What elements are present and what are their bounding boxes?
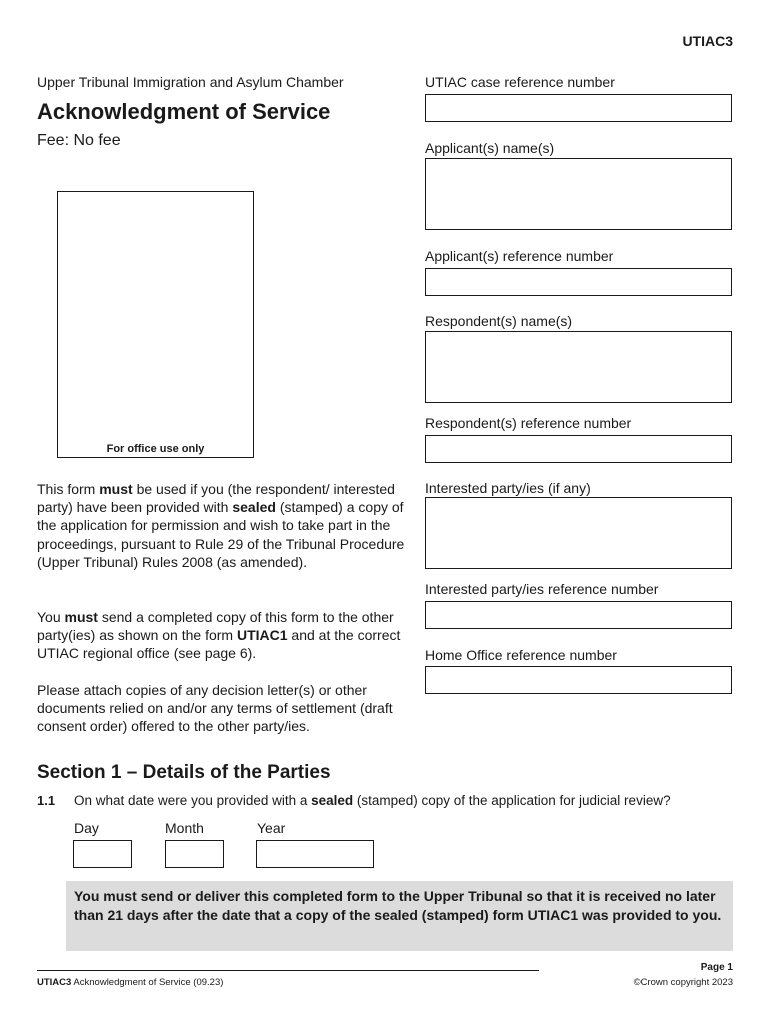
home-office-ref-label: Home Office reference number	[425, 647, 617, 663]
footer-divider	[37, 970, 539, 971]
applicant-name-field[interactable]	[425, 158, 732, 230]
intro-p1-text-e: (stamped) a copy of the application for permission and wish to take part in the proceedings, pursuant to Rule 29 of the Tribunal Procedure (Upper Tribunal) Rules 2008 (as amended).	[37, 499, 405, 570]
section-1-title: Section 1 – Details of the Parties	[37, 762, 331, 783]
day-field[interactable]	[73, 840, 132, 868]
notice-text-c: (stamped) form	[417, 907, 528, 923]
intro-p1-text-a: This form	[37, 481, 100, 497]
respondent-ref-label: Respondent(s) reference number	[425, 415, 632, 431]
respondent-ref-field[interactable]	[425, 435, 732, 463]
intro-paragraph-3: Please attach copies of any decision letter(s) or other documents relied on and/or any terms of settlement (draft consent order) offered to the other party/ies.	[37, 682, 393, 735]
question-text	[74, 793, 671, 808]
intro-paragraph-2	[37, 608, 412, 663]
question-sealed: sealed	[311, 793, 354, 808]
interested-party-ref-field[interactable]	[425, 601, 732, 629]
footer-form-code: UTIAC3	[37, 977, 72, 988]
month-field[interactable]	[165, 840, 224, 868]
notice-form-code: UTIAC1	[527, 907, 579, 923]
interested-party-ref-label: Interested party/ies reference number	[425, 581, 659, 597]
applicant-ref-field[interactable]	[425, 268, 732, 296]
intro-p1-sealed: sealed	[232, 499, 276, 516]
form-code: UTIAC3	[682, 33, 733, 49]
copyright-text: ©Crown copyright 2023	[633, 977, 733, 988]
year-label: Year	[257, 820, 286, 836]
page-number: Page 1	[700, 962, 733, 973]
chamber-name: Upper Tribunal Immigration and Asylum Chamber	[37, 74, 344, 90]
notice-sealed: sealed	[374, 907, 418, 923]
respondent-name-field[interactable]	[425, 331, 732, 403]
year-field[interactable]	[256, 840, 374, 868]
question-text-c: (stamped) copy of the application for judicial review?	[353, 793, 671, 808]
home-office-ref-field[interactable]	[425, 666, 732, 694]
case-ref-field[interactable]	[425, 94, 732, 122]
intro-p1-must: must	[99, 481, 133, 497]
interested-party-field[interactable]	[425, 497, 732, 569]
fee-text: Fee: No fee	[37, 132, 121, 149]
applicant-ref-label: Applicant(s) reference number	[425, 248, 614, 264]
intro-p2-must: must	[64, 609, 98, 625]
question-text-a: On what date were you provided with a	[74, 793, 312, 808]
intro-p2-text-a: You	[37, 609, 65, 625]
intro-p2-text-e: and at the correct UTIAC regional office (see page 6).	[37, 627, 401, 662]
intro-p1-text-c: be used if you (the respondent/ interested party) have been provided with	[37, 481, 395, 516]
office-use-box	[57, 191, 254, 458]
footer-form-name: Acknowledgment of Service (09.23)	[71, 977, 224, 988]
notice-text-e: was provided to you.	[578, 907, 722, 923]
notice-text-a: You must send or deliver this completed form to the Upper Tribunal so that it is received no later than 21 days after the date that a copy of the	[74, 888, 716, 923]
office-use-label: For office use only	[106, 443, 205, 455]
case-ref-label: UTIAC case reference number	[425, 74, 615, 90]
question-number: 1.1	[37, 793, 56, 808]
intro-p2-text-c: send a completed copy of this form to the other party(ies) as shown on the form	[37, 609, 394, 644]
deadline-notice	[66, 881, 733, 951]
applicant-name-label: Applicant(s) name(s)	[425, 140, 555, 156]
day-label: Day	[74, 820, 99, 836]
footer-form-info	[37, 977, 223, 988]
page-title: Acknowledgment of Service	[37, 99, 331, 124]
interested-party-label: Interested party/ies (if any)	[425, 480, 591, 496]
month-label: Month	[165, 820, 204, 836]
intro-paragraph-1	[37, 480, 412, 571]
intro-p2-form-code: UTIAC1	[236, 627, 288, 644]
respondent-name-label: Respondent(s) name(s)	[425, 313, 573, 329]
